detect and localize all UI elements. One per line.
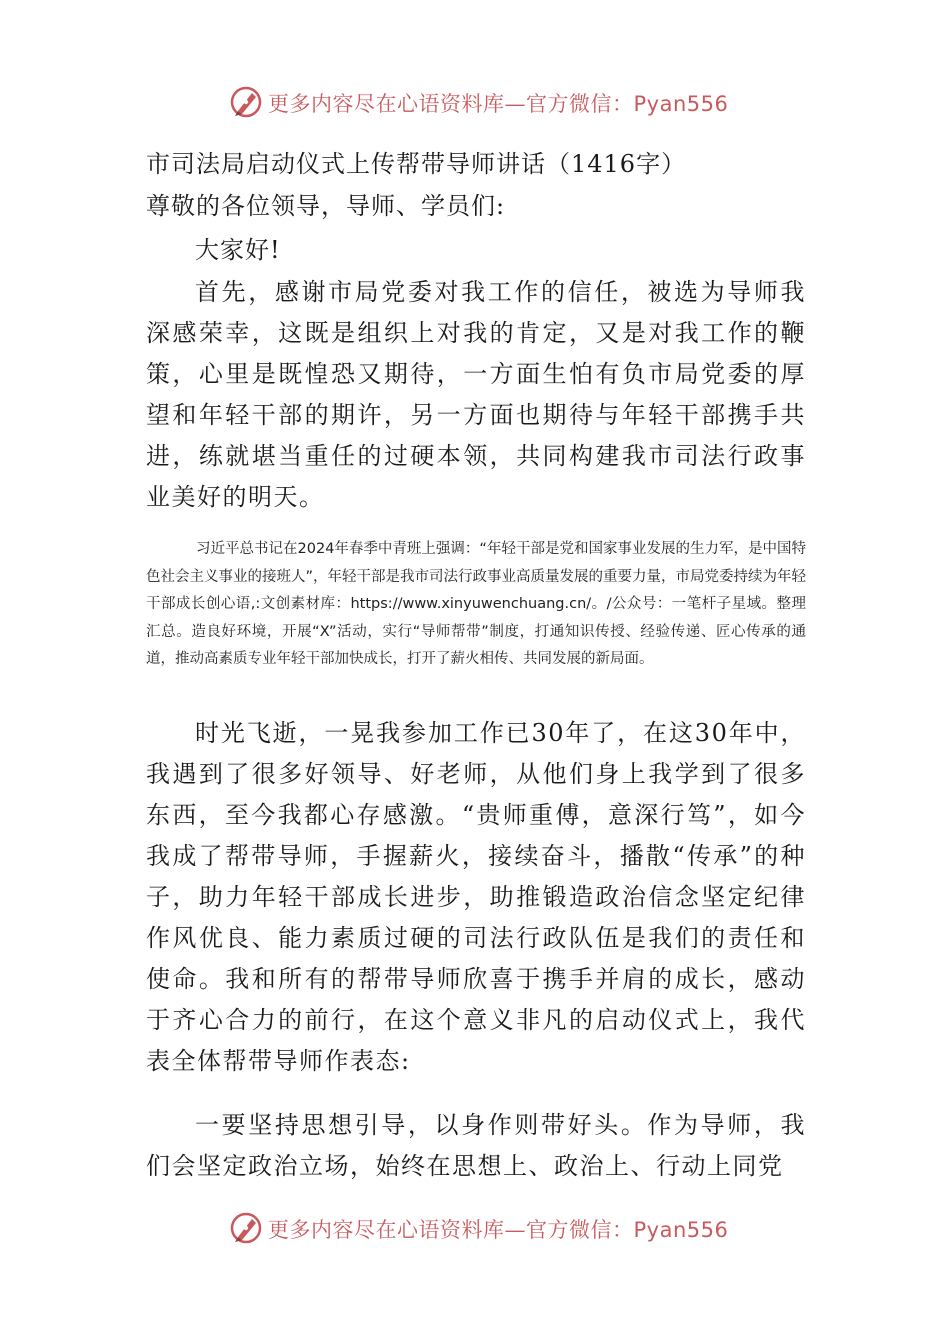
body-paragraph: 一要坚持思想引导，以身作则带好头。作为导师，我们会坚定政治立场，始终在思想上、政治上、行动上同党 [146,1111,806,1180]
watermark-text [268,88,728,118]
pen-nib-logo-icon [228,1210,264,1246]
body-paragraph: 时光飞逝，一晃我参加工作已30年了，在这30年中，我遇到了很多好领导、好老师，从他们身上我学到了很多东西，至今我都心存感激。“贵师重傅，意深行笃”，如今我成了帮带导师，手握薪火，接续奋斗，播散“传承”的种子，助力年轻干部成长进步，助推锻造政治信念坚定纪律作风优良、能力素质过硬的司法行政队伍是我们的责任和使命。我和所有的帮带导师欣喜于携手并肩的成长，感动于齐心合力的前行，在这个意义非凡的启动仪式上，我代表全体帮带导师作表态: [146,719,806,1075]
pen-nib-logo-icon [228,84,264,120]
wechat-id: Pyan556 [633,1218,729,1242]
salutation: 尊敬的各位领导，导师、学员们: [146,192,506,220]
document-title: 市司法局启动仪式上传帮带导师讲话（1416字） [146,150,687,178]
watermark-banner-top [0,82,950,122]
watermark-text [268,1214,728,1244]
watermark-label: 更多内容尽在心语资料库—官方微信： [268,92,634,116]
body-paragraph: 首先，感谢市局党委对我工作的信任，被选为导师我深感荣幸，这既是组织上对我的肯定，又是对我工作的鞭策，心里是既惶恐又期待，一方面生怕有负市局党委的厚望和年轻干部的期许，另一方面也期待与年轻干部携手共进，练就堪当重任的过硬本领，共同构建我市司法行政事业美好的明天。 [146,278,806,511]
wechat-id: Pyan556 [633,92,729,116]
inserted-small-paragraph: 习近平总书记在2024年春季中青班上强调：“年轻干部是党和国家事业发展的生力军，是中国特色社会主义事业的接班人”，年轻干部是我市司法行政事业高质量发展的重要力量，市局党委持续为年轻干部成长创心语,:文创素材库：https://www.xinyuwenchuang.cn/。/公众号：一笔杆子星域。整理汇总。造良好环境，开展“X”活动，实行“导师帮带”制度，打通知识传授、经验传递、匠心传承的通道，推动高素质专业年轻干部加快成长，打开了薪火相传、共同发展的新局面。 [146,541,807,667]
watermark-banner-bottom [0,1208,950,1248]
greeting: 大家好! [195,236,281,264]
watermark-label: 更多内容尽在心语资料库—官方微信： [268,1218,634,1242]
